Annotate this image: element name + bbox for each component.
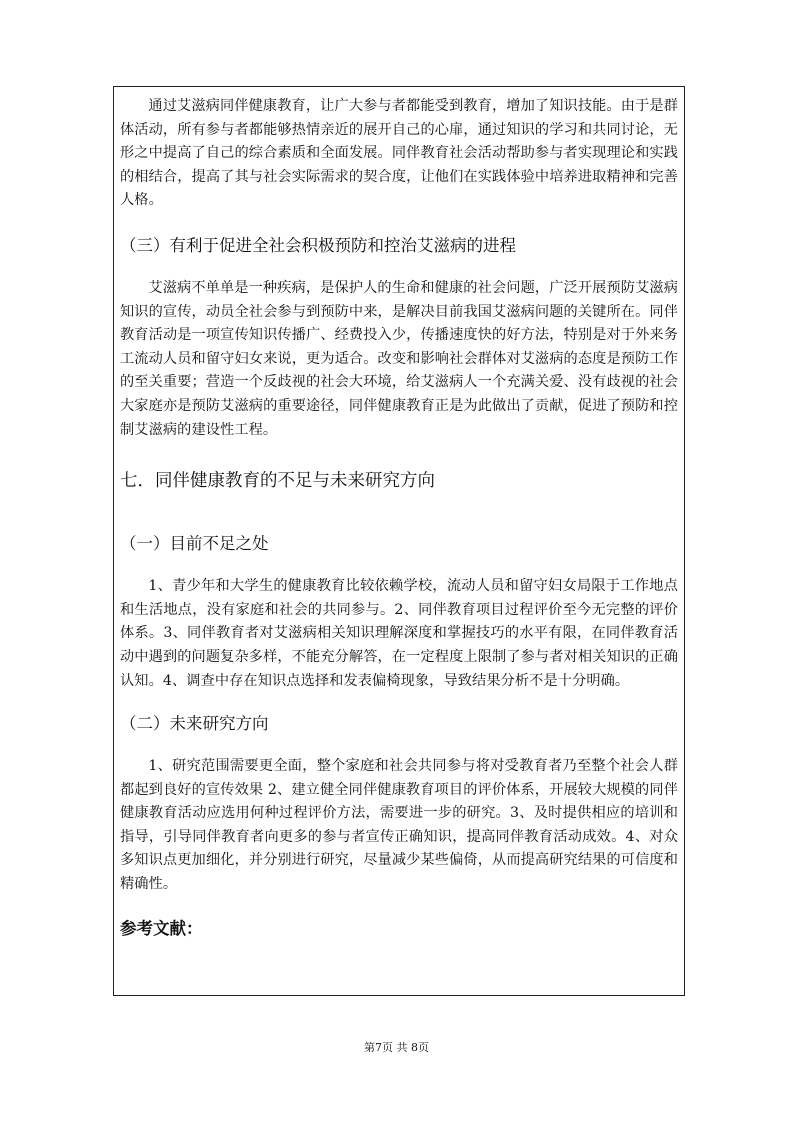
paragraph-peer-education-benefits: 通过艾滋病同伴健康教育，让广大参与者都能受到教育，增加了知识技能。由于是群体活动，所有参与者都能够热情亲近的展开自己的心扉，通过知识的学习和共同讨论，无形之中提高了自己的综合素质和全面发展。同伴教育社会活动帮助参与者实现理论和实践的相结合，提高了其与社会实际需求的契合度，让他们在实践体验中培养进取精神和完善人格。: [120, 98, 678, 209]
heading-future-research: （二）未来研究方向: [120, 714, 269, 734]
content-table-cell: [113, 86, 685, 996]
heading-section-7: 七．同伴健康教育的不足与未来研究方向: [120, 471, 435, 492]
paragraph-future-research: 1、研究范围需要更全面，整个家庭和社会共同参与将对受教育者乃至整个社会人群都起到良好的宣传效果 2、建立健全同伴健康教育项目的评价体系，开展较大规模的同伴健康教育活动应选用何种过程评价方法，需要进一步的研究。3、及时提供相应的培训和指导，引导同伴教育者向更多的参与者宣传正确知识，提高同伴教育活动成效。4、对众多知识点更加细化，并分别进行研究，尽量减少某些偏倚，从而提高研究结果的可信度和精确性。: [120, 758, 678, 893]
heading-subsection-3: （三）有利于促进全社会积极预防和控治艾滋病的进程: [120, 235, 516, 255]
document-body: [120, 95, 678, 942]
heading-references: 参考文献：: [120, 918, 203, 938]
paragraph-aids-prevention: 艾滋病不单单是一种疾病，是保护人的生命和健康的社会问题，广泛开展预防艾滋病知识的宣传，动员全社会参与到预防中来，是解决目前我国艾滋病问题的关键所在。同伴教育活动是一项宣传知识传播广、经费投入少，传播速度快的好方法，特别是对于外来务工流动人员和留守妇女来说，更为适合。改变和影响社会群体对艾滋病的态度是预防工作的至关重要；营造一个反歧视的社会大环境，给艾滋病人一个充满关爱、没有歧视的社会大家庭亦是预防艾滋病的重要途径，同伴健康教育正是为此做出了贡献，促进了预防和控制艾滋病的建设性工程。: [120, 279, 678, 438]
heading-current-shortcomings: （一）目前不足之处: [120, 534, 269, 554]
paragraph-shortcomings: 1、青少年和大学生的健康教育比较依赖学校，流动人员和留守妇女局限于工作地点和生活地点，没有家庭和社会的共同参与。2、同伴教育项目过程评价至今无完整的评价体系。3、同伴教育者对艾滋病相关知识理解深度和掌握技巧的水平有限，在同伴教育活动中遇到的问题复杂多样，不能充分解答，在一定程度上限制了参与者对相关知识的正确认知。4、调查中存在知识点选择和发表偏椅现象，导致结果分析不是十分明确。: [120, 578, 678, 689]
page-footer: 第7页 共 8页: [364, 1041, 429, 1054]
